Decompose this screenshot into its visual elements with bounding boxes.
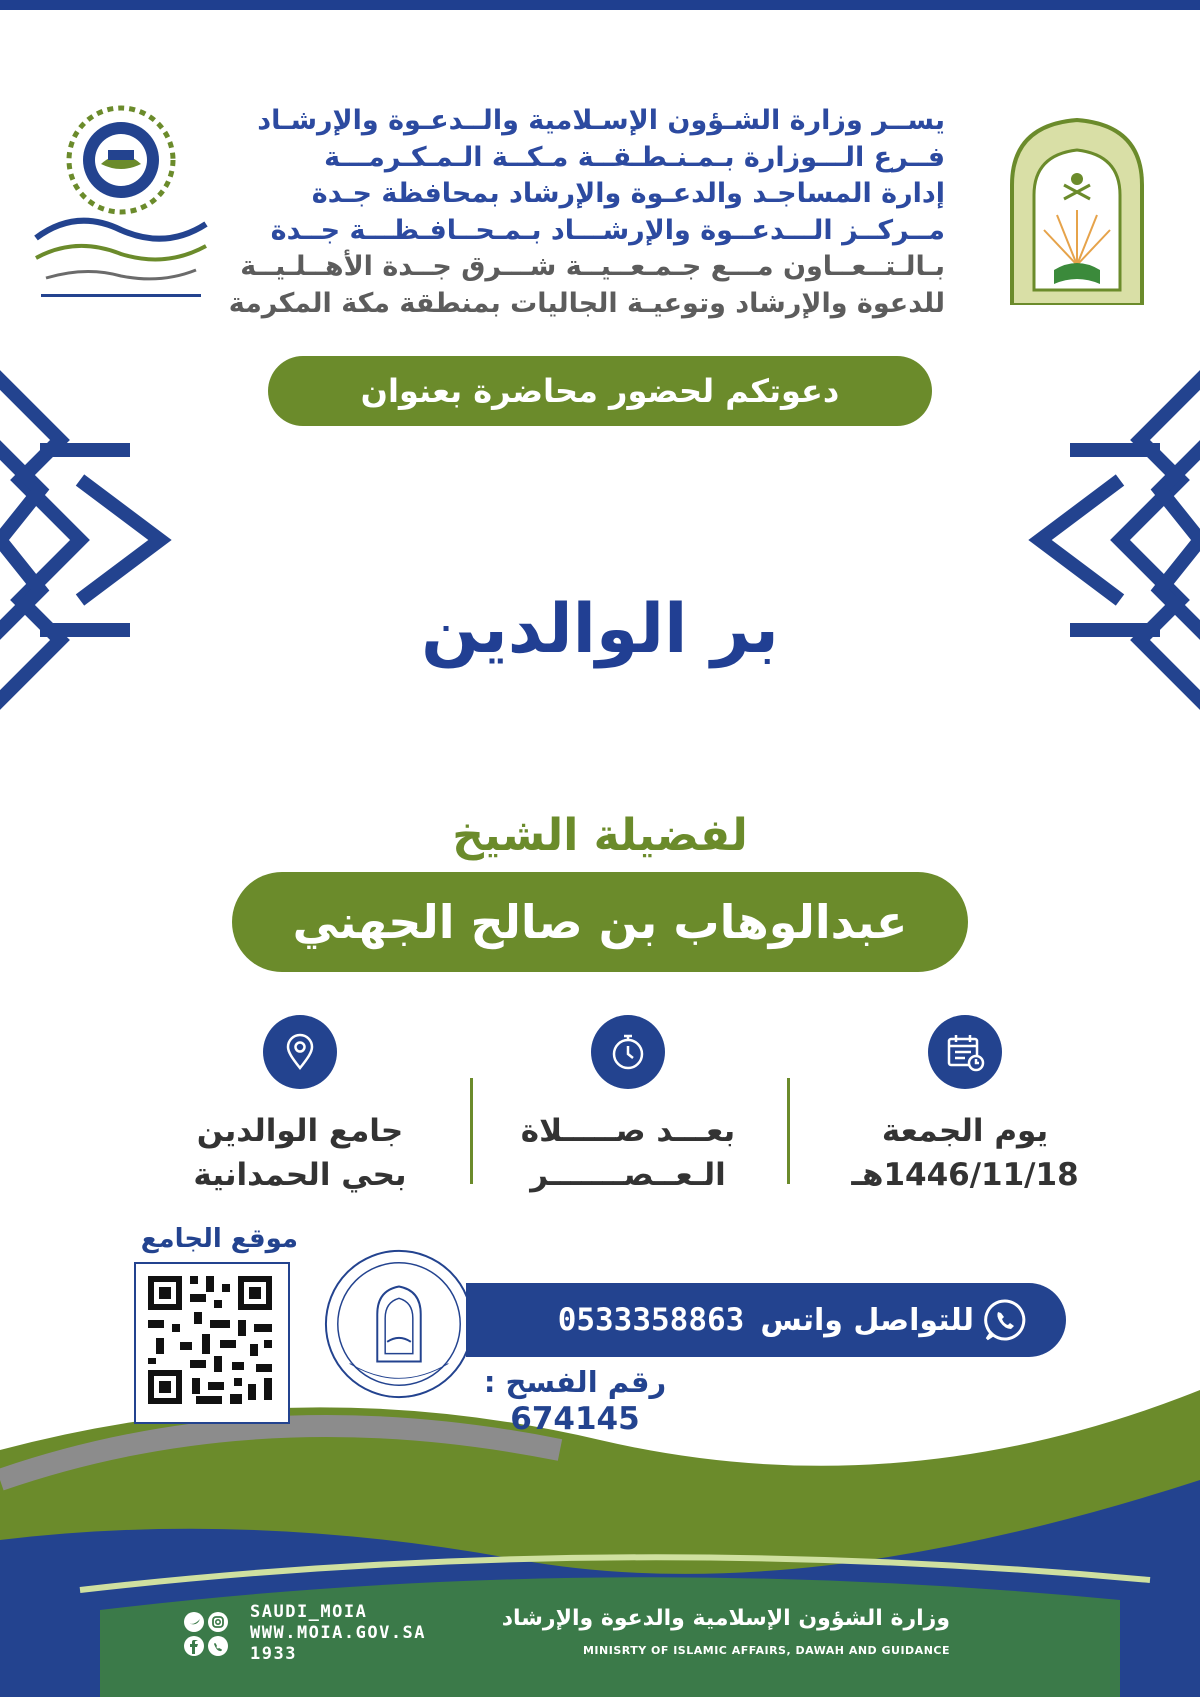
permit-info: [470, 1365, 680, 1437]
date-info: [815, 1015, 1115, 1197]
time-line1: بعـــد صـــــلاة: [520, 1113, 736, 1149]
header-line: فــرع الـــوزارة بـمـنـطـقــة مـكــة الـمـكـرمـــة: [324, 141, 945, 173]
place-district: بحي الحمدانية: [193, 1157, 407, 1193]
website-link[interactable]: WWW.MOIA.GOV.SA: [250, 1623, 427, 1643]
association-logo: [16, 98, 226, 328]
social-icons[interactable]: [182, 1610, 230, 1658]
calendar-icon: [928, 1015, 1002, 1089]
whatsapp-label: للتواصل واتس: [760, 1303, 974, 1338]
header-line: مــركــز الـــدعــوة والإرشـــاد بـمـحــافـظـــة جــدة: [270, 214, 945, 246]
qr-code-icon[interactable]: [134, 1262, 290, 1424]
info-divider: [787, 1078, 790, 1184]
header-line: للدعوة والإرشاد وتوعيـة الجاليات بمنطقة مكة المكرمة: [228, 287, 945, 319]
speaker-prefix: لفضيلة الشيخ: [452, 810, 748, 861]
geometric-pattern-right: [1020, 340, 1200, 740]
header-line: إدارة المساجـد والدعـوة والإرشاد بمحافظة جـدة: [311, 178, 945, 209]
phone-number: 1933: [250, 1644, 297, 1664]
invitation-banner: دعوتكم لحضور محاضرة بعنوان: [268, 356, 932, 426]
ministry-logo: [1002, 115, 1152, 305]
whatsapp-icon: [982, 1297, 1028, 1343]
permit-number: 674145: [510, 1401, 640, 1437]
time-info: [478, 1015, 778, 1197]
header-line: يســر وزارة الشـؤون الإسـلامية والــدعـوة والإرشـاد: [257, 105, 945, 136]
footer-ministry-arabic: وزارة الشؤون الإسلامية والدعوة والإرشاد: [501, 1606, 950, 1631]
footer-ministry-english: MINISRTY OF ISLAMIC AFFAIRS, DAWAH AND GUIDANCE: [582, 1644, 950, 1657]
date-day: يوم الجمعة: [881, 1113, 1049, 1149]
qr-label: موقع الجامع: [140, 1224, 298, 1254]
lecture-title: بر الوالدين: [421, 590, 779, 669]
organizer-header: [228, 103, 945, 322]
place-info: [150, 1015, 450, 1197]
official-stamp: [320, 1245, 478, 1403]
location-pin-icon: [263, 1015, 337, 1089]
date-value: 1446/11/18هـ: [851, 1157, 1079, 1193]
header-line: بـالـتــعــاون مـــع جـمـعــيــة شـــرق جــدة الأهــلـيــة: [240, 251, 945, 282]
info-divider: [470, 1078, 473, 1184]
social-handle: SAUDI_MOIA: [250, 1602, 368, 1622]
whatsapp-contact[interactable]: [466, 1283, 1066, 1357]
footer: [100, 1576, 1110, 1697]
whatsapp-number: 0533358863: [557, 1302, 745, 1338]
social-contacts: [250, 1602, 426, 1665]
speaker-name: عبدالوهاب بن صالح الجهني: [232, 872, 968, 972]
place-mosque: جامع الوالدين: [196, 1113, 404, 1149]
geometric-pattern-left: [0, 340, 180, 740]
clock-icon: [591, 1015, 665, 1089]
top-bar: [0, 0, 1200, 10]
time-line2: الـعــصـــــــر: [530, 1157, 726, 1193]
permit-label: رقم الفسح :: [483, 1365, 667, 1399]
